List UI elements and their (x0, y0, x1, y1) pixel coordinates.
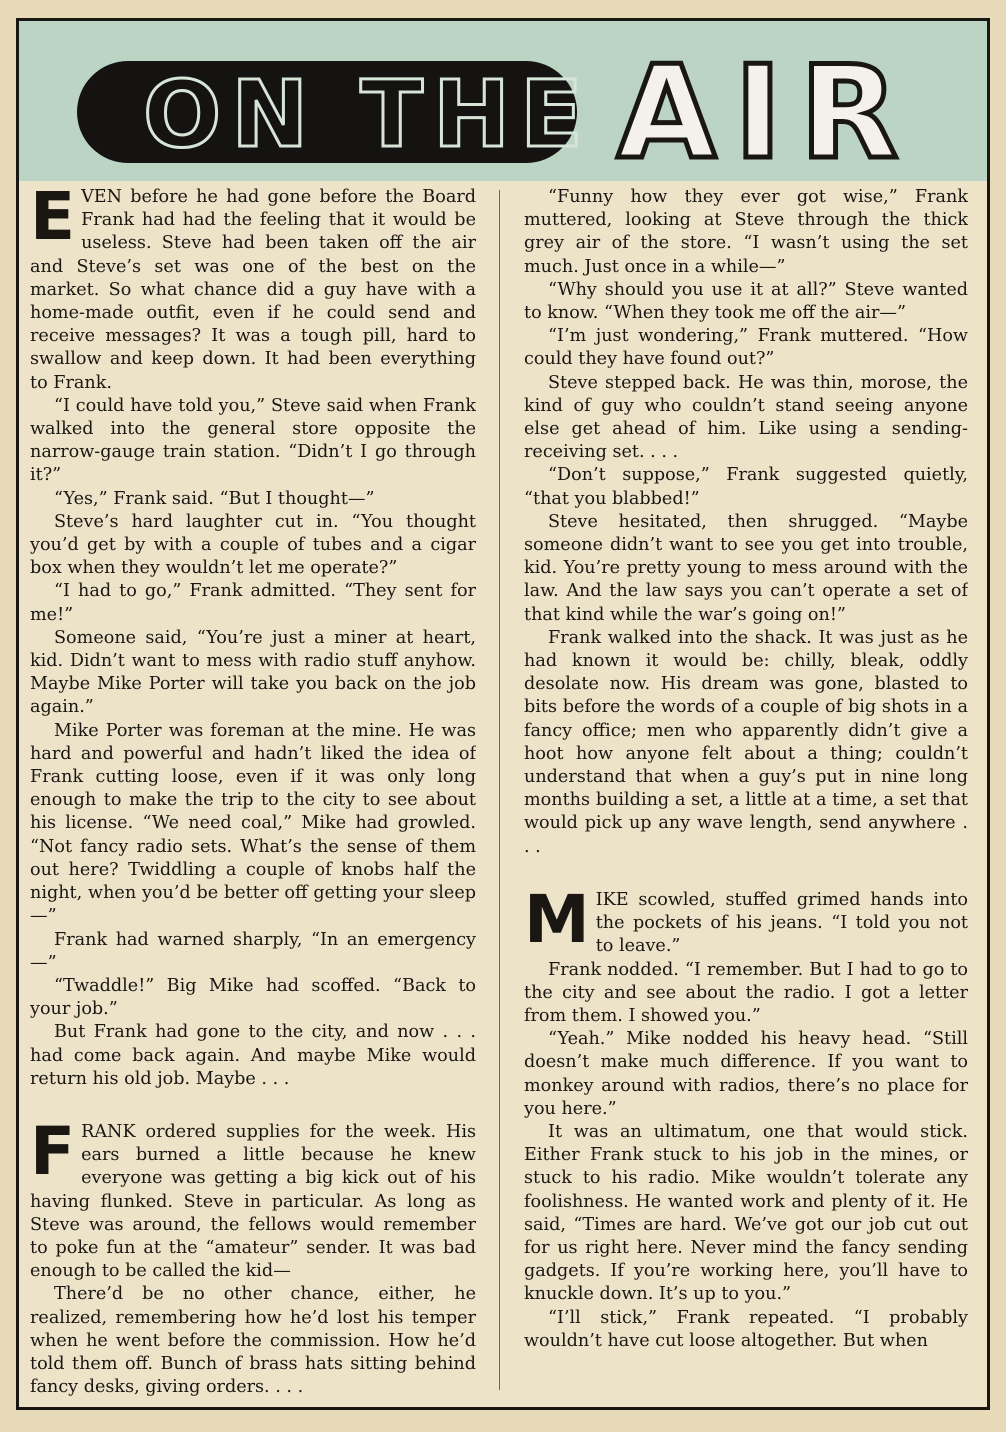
paragraph: EVEN before he had gone before the Board Frank had had the feeling that it would be useless. Steve had been taken off the air and Steve’s set was one of the best on the market. So what chance did a guy have with a home-made outfit, even if he could send and receive messages? It was a tough pill, hard to swallow and keep down. It had been everything to Frank. (30, 186, 476, 393)
title-word-on-the: ON THE (143, 61, 593, 168)
paragraph: “I’m just wondering,” Frank muttered. “How could they have found out?” (524, 326, 968, 370)
left-column (30, 186, 476, 1400)
title-word-air: AIR (617, 39, 917, 181)
paragraph: Frank walked into the shack. It was just as he had known it would be: chilly, bleak, oddly desolate now. His dream was gone, blasted to bits before the words of a couple of big shots in a fancy office; men who apparently didn’t give a hoot how anyone felt about a thing; couldn’t understand that when a guy’s put in nine long months building a set, a little at a time, a set that would pick up any wave length, send anywhere . . . (524, 627, 968, 857)
column-divider (499, 190, 500, 1390)
paragraph: “I had to go,” Frank admitted. “They sent for me!” (30, 581, 476, 625)
paragraph: Steve stepped back. He was thin, morose, the kind of guy who couldn’t stand seeing anyone else get ahead of him. Like using a sending-receiving set. . . . (524, 372, 968, 463)
paragraph: Mike Porter was foreman at the mine. He was hard and powerful and hadn’t liked the idea of Frank cutting loose, even if it was only long enough to make the trip to the city to see about his license. “We need coal,” Mike had growled. “Not fancy radio sets. What’s the sense of them out here? Twiddling a couple of knobs half the night, when you’d be better off getting your sleep—” (30, 720, 476, 927)
title-banner (19, 21, 987, 181)
paragraph: “Twaddle!” Big Mike had scoffed. “Back to your job.” (30, 975, 476, 1020)
paragraph: Steve’s hard laughter cut in. “You thought you’d get by with a couple of tubes and a cigar box when they wouldn’t let me operate?” (30, 511, 476, 579)
paragraph: It was an ultimatum, one that would stick. Either Frank stuck to his job in the mines, or stuck to his radio. Mike wouldn’t tolerate any foolishness. He wanted work and plenty of it. He said, “Times are hard. We’ve got our job cut out for us right here. Never mind the fancy sending gadgets. If you’re working here, you’ll have to knuckle down. It’s up to you.” (524, 1121, 968, 1305)
paragraph: MIKE scowled, stuffed grimed hands into the pockets of his jeans. “I told you not to leave.” (524, 880, 968, 958)
paragraph: Steve hesitated, then shrugged. “Maybe someone didn’t want to see you get into trouble, kid. You’re pretty young to mess around with the law. And the law says you can’t operate a set of that kind while the war’s going on!” (524, 511, 968, 625)
paragraph: There’d be no other chance, either, he realized, remembering how he’d lost his temper when he went before the commission. How he’d told them off. Bunch of brass hats sitting behind fancy desks, giving orders. . . . (30, 1284, 476, 1398)
paragraph: Frank had warned sharply, “In an emergency—” (30, 929, 476, 973)
dropcap-m: M (524, 880, 590, 958)
paragraph: FRANK ordered supplies for the week. His ears burned a little because he knew everyone was getting a big kick out of his having flunked. Steve in particular. As long as Steve was around, the fellows would remember to poke fun at the “amateur” sender. It was bad enough to be called the kid— (30, 1112, 476, 1282)
paragraph: “I could have told you,” Steve said when Frank walked into the general store opposite the narrow-gauge train station. “Didn’t I go through it?” (30, 395, 476, 486)
dropcap-f: F (30, 1112, 76, 1190)
right-column (524, 186, 968, 1400)
paragraph: “I’ll stick,” Frank repeated. “I probably wouldn’t have cut loose altogether. But when (524, 1307, 968, 1351)
paragraph: “Why should you use it at all?” Steve wanted to know. “When they took me off the air—” (524, 279, 968, 324)
paragraph: Frank nodded. “I remember. But I had to go to the city and see about the radio. I got a letter from them. I showed you.” (524, 959, 968, 1026)
dropcap-e: E (30, 186, 76, 255)
paragraph: But Frank had gone to the city, and now . . . had come back again. And maybe Mike would return his old job. Maybe . . . (30, 1022, 476, 1089)
paragraph: “Funny how they ever got wise,” Frank muttered, looking at Steve through the thick grey air of the store. “I wasn’t using the set much. Just once in a while—” (524, 187, 968, 277)
paragraph: “Yeah.” Mike nodded his heavy head. “Still doesn’t make much difference. If you want to monkey around with radios, there’s no place for you here.” (524, 1029, 968, 1119)
paragraph: Someone said, “You’re just a miner at heart, kid. Didn’t want to mess with radio stuff anyhow. Maybe Mike Porter will take you back on the job again.” (30, 627, 476, 718)
paragraph: “Don’t suppose,” Frank suggested quietly, “that you blabbed!” (524, 465, 968, 509)
paragraph: “Yes,” Frank said. “But I thought—” (54, 488, 375, 509)
